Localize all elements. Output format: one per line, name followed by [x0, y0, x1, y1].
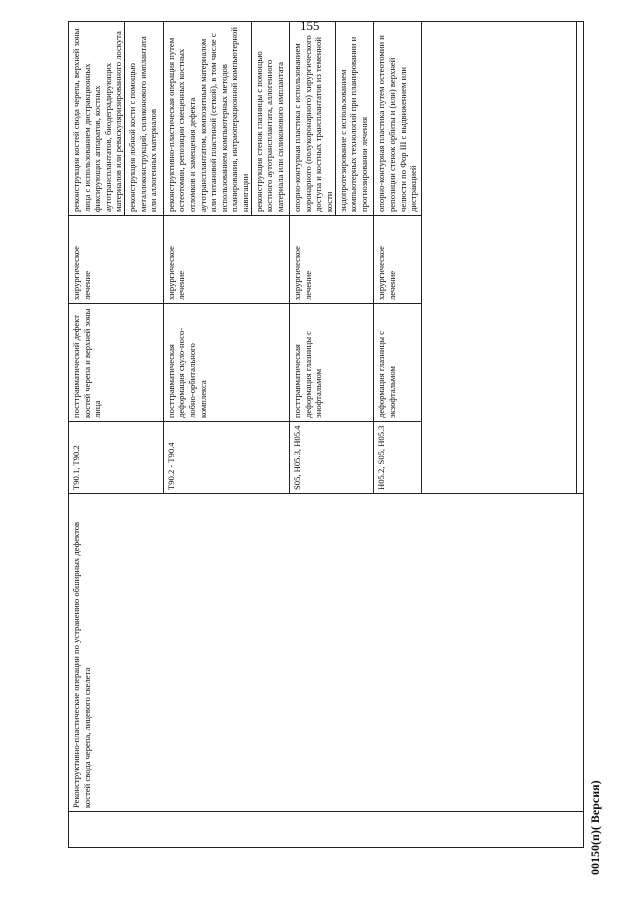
method-text: опорно-контурная пластика путем остеотомии и репозиции стенок орбиты и (или) верхней челюсти по Фор III с выдвижением или дистракцией: [376, 35, 419, 212]
treatment: хирургическое лечение: [376, 246, 398, 300]
method-text: реконструктивно-пластическая операция путем остеотомии, репозиции смещенных костных отломков и замещения дефекта аутотрансплантатом, композитным материалом или титановой пластиной (сеткой), в том числе с использованием компьютерных методов планирования, интраоперационной компьютерной навигации: [165, 27, 250, 212]
method-text: реконструкция лобной кости с помощью металлоконструкций, силиконового имплантата или аллогенных материалов: [124, 22, 161, 215]
method-text: реконструкция стенок глазницы с помощью костного аутотрансплантата, аллогенного материала или силиконового имплантата: [251, 22, 288, 215]
codes: H05.2, S05, H05.3: [376, 425, 387, 490]
treatment-cell: [374, 216, 421, 304]
footer-version: 00150(п)( Версия): [588, 780, 602, 875]
treatment-cell: [163, 216, 290, 304]
empty-cell: [421, 22, 576, 494]
diagnosis-cell: [374, 304, 421, 422]
diagnosis-cell: [290, 304, 374, 422]
diagnosis-cell: [69, 304, 164, 422]
rotated-table-frame: [68, 27, 573, 848]
codes-cell: [290, 422, 374, 494]
codes-cell: [374, 422, 421, 494]
procedures-table: [68, 21, 584, 848]
treatment-cell: [69, 216, 164, 304]
treatment: хирургическое лечение: [292, 246, 313, 300]
group-name-cell: [69, 494, 584, 812]
table-row: [69, 22, 164, 848]
methods-cell: [163, 22, 290, 216]
method-text: опорно-контурная пластика с использованием коронарного (полукоронарного) хирургического доступа и костных трансплантатов из теменной кости: [292, 35, 335, 212]
methods-cell: [290, 22, 374, 216]
codes: S05, H05.3, H05.4: [292, 425, 303, 490]
methods-cell: [69, 22, 164, 216]
empty-cell: [576, 22, 583, 494]
group-name: Реконструктивно-пластические операции по устранению обширных дефектов костей свода черепа, лицевого скелета: [71, 521, 92, 808]
codes-cell: [69, 422, 164, 494]
method-text: эндопротезирование с использованием компьютерных технологий при планировании и прогнозировании лечения: [335, 22, 372, 215]
codes: T90.2 - T90.4: [165, 442, 176, 490]
method-text: реконструкция костей свода черепа, верхней зоны лица с использованием дистракционных фиксирующих аппаратов, костных аутотрансплантатов, биодеградирующих материалов или реваскуляризированного лоскута: [71, 28, 124, 212]
diagnosis: посттравматическая деформация глазницы с энофтальмом: [292, 331, 324, 418]
blank-number-cell: [69, 812, 584, 848]
diagnosis: посттравматический дефект костей черепа и верхней зоны лица: [71, 308, 103, 418]
treatment-cell: [290, 216, 374, 304]
treatment: хирургическое лечение: [165, 246, 187, 300]
page-number: 155: [300, 18, 320, 33]
codes-cell: [163, 422, 290, 494]
diagnosis: деформация глазницы с экзофтальмом: [376, 331, 398, 418]
diagnosis: посттравматическая деформация скуло-носо-лобно-орбитального комплекса: [165, 327, 208, 418]
codes: T90.1, T90.2: [71, 445, 81, 490]
treatment: хирургическое лечение: [71, 246, 92, 300]
methods-cell: [374, 22, 421, 216]
diagnosis-cell: [163, 304, 290, 422]
